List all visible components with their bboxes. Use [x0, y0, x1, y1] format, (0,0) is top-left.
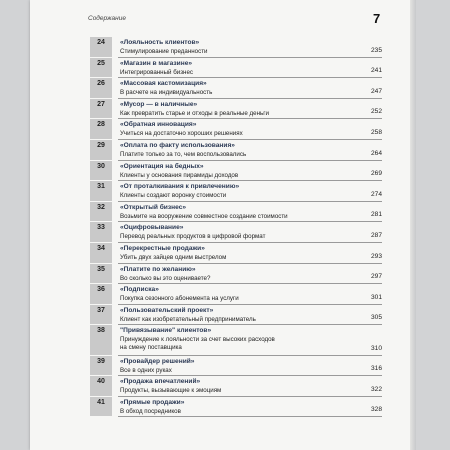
chapter-subtitle: Принуждение к лояльности за счет высоких расходов	[120, 336, 275, 344]
chapter-page: 297	[370, 273, 382, 281]
chapter-subtitle: Интегрированный бизнес	[120, 68, 194, 76]
chapter-number: 29	[90, 140, 112, 161]
chapter-number: 31	[90, 181, 112, 202]
chapter-number: 39	[90, 356, 112, 377]
chapter-title: «Оплата по факту использования»	[120, 141, 235, 149]
chapter-title: «От проталкивания к привлечению»	[120, 183, 240, 191]
toc-entry	[97, 99, 382, 120]
toc-entry	[97, 325, 382, 355]
toc-entry	[97, 222, 382, 243]
chapter-page: 281	[370, 211, 382, 219]
toc-entry	[97, 37, 382, 58]
chapter-title: «Лояльность клиентов»	[120, 39, 200, 46]
chapter-title: «Открытый бизнес»	[120, 203, 187, 211]
toc-entry	[97, 58, 382, 79]
chapter-subtitle: Все в одних руках	[120, 366, 172, 374]
chapter-page: 241	[370, 67, 382, 75]
chapter-number: 33	[90, 222, 112, 243]
chapter-page: 322	[370, 385, 382, 393]
chapter-number: 26	[90, 78, 112, 99]
toc-entry	[97, 181, 382, 202]
page-number: 7	[373, 11, 381, 26]
chapter-subtitle: Клиент как изобретательный предприниматель	[120, 315, 256, 323]
chapter-number: 38	[90, 325, 112, 355]
chapter-page: 301	[370, 293, 382, 301]
toc-entry	[97, 397, 382, 418]
chapter-number: 36	[90, 284, 112, 305]
book-page	[30, 0, 410, 450]
chapter-title: «Прямые продажи»	[120, 398, 185, 406]
chapter-title: «Мусор — в наличные»	[120, 100, 198, 108]
chapter-number: 24	[90, 37, 112, 58]
toc-entry	[97, 305, 382, 326]
chapter-page: 328	[370, 406, 382, 414]
table-of-contents	[97, 37, 382, 417]
chapter-number: 34	[90, 243, 112, 264]
page-edge	[410, 0, 416, 450]
toc-entry	[97, 356, 382, 377]
running-head: Содержание	[88, 15, 126, 22]
chapter-title: «Ориентация на бедных»	[120, 162, 204, 170]
chapter-title: «Подписка»	[120, 286, 159, 294]
toc-entry	[97, 78, 382, 99]
chapter-page: 235	[370, 46, 382, 54]
chapter-number: 41	[90, 397, 112, 418]
chapter-subtitle: Клиенты у основания пирамиды доходов	[120, 171, 239, 179]
chapter-page: 274	[370, 190, 382, 198]
chapter-title: «Массовая кастомизация»	[120, 80, 207, 88]
chapter-page: 269	[370, 170, 382, 178]
chapter-subtitle: Платите только за то, чем воспользовались	[120, 150, 247, 158]
chapter-subtitle: В расчете на индивидуальность	[120, 89, 213, 97]
divider	[118, 416, 382, 417]
chapter-subtitle: Убить двух зайцев одним выстрелом	[120, 253, 227, 261]
toc-entry	[97, 140, 382, 161]
toc-entry	[97, 119, 382, 140]
chapter-title: «Пользовательский проект»	[120, 306, 214, 314]
chapter-subtitle: Продукты, вызывающие к эмоциям	[120, 387, 222, 395]
chapter-number: 40	[90, 376, 112, 397]
chapter-title: «Обратная инновация»	[120, 121, 197, 129]
chapter-subtitle: В обход посредников	[120, 407, 181, 415]
chapter-number: 27	[90, 99, 112, 120]
toc-entry	[97, 284, 382, 305]
chapter-title: «Оцифровывание»	[120, 224, 184, 232]
chapter-number: 28	[90, 119, 112, 140]
chapter-subtitle: Клиенты создают воронку стоимости	[120, 192, 227, 200]
chapter-title: «Продажа впечатлений»	[120, 378, 201, 386]
chapter-number: 30	[90, 161, 112, 182]
chapter-number: 25	[90, 58, 112, 79]
chapter-subtitle: Перевод реальных продуктов в цифровой формат	[120, 233, 266, 241]
chapter-page: 305	[370, 314, 382, 322]
chapter-page: 293	[370, 252, 382, 260]
chapter-page: 264	[370, 149, 382, 157]
chapter-page: 252	[370, 108, 382, 116]
chapter-subtitle: Покупка сезонного абонемента на услуги	[120, 295, 239, 303]
chapter-number: 32	[90, 202, 112, 223]
chapter-title: «Платите по желанию»	[120, 265, 196, 273]
chapter-subtitle: Во сколько вы это оцениваете?	[120, 274, 211, 282]
chapter-page: 316	[370, 365, 382, 373]
toc-entry	[97, 202, 382, 223]
toc-entry	[97, 243, 382, 264]
chapter-page: 247	[370, 87, 382, 95]
toc-entry	[97, 264, 382, 285]
chapter-number: 37	[90, 305, 112, 326]
chapter-title: «Перекрестные продажи»	[120, 244, 205, 252]
toc-entry	[97, 376, 382, 397]
chapter-subtitle-line-2: на смену поставщика	[120, 344, 182, 352]
chapter-subtitle: Стимулирование преданности	[120, 48, 208, 55]
chapter-subtitle: Учиться на достаточно хороших решениях	[120, 130, 243, 138]
chapter-subtitle: Как превратить старье и отходы в реальные деньги	[120, 109, 269, 117]
chapter-page: 287	[370, 231, 382, 239]
chapter-title: "Привязывание" клиентов»	[120, 327, 212, 335]
chapter-page: 310	[370, 344, 382, 352]
toc-entry	[97, 161, 382, 182]
chapter-page: 258	[370, 128, 382, 136]
chapter-number: 35	[90, 264, 112, 285]
chapter-title: «Провайдер решений»	[120, 357, 195, 365]
chapter-subtitle: Возьмите на вооружение совместное создание стоимости	[120, 212, 288, 220]
chapter-title: «Магазин в магазине»	[120, 59, 193, 67]
